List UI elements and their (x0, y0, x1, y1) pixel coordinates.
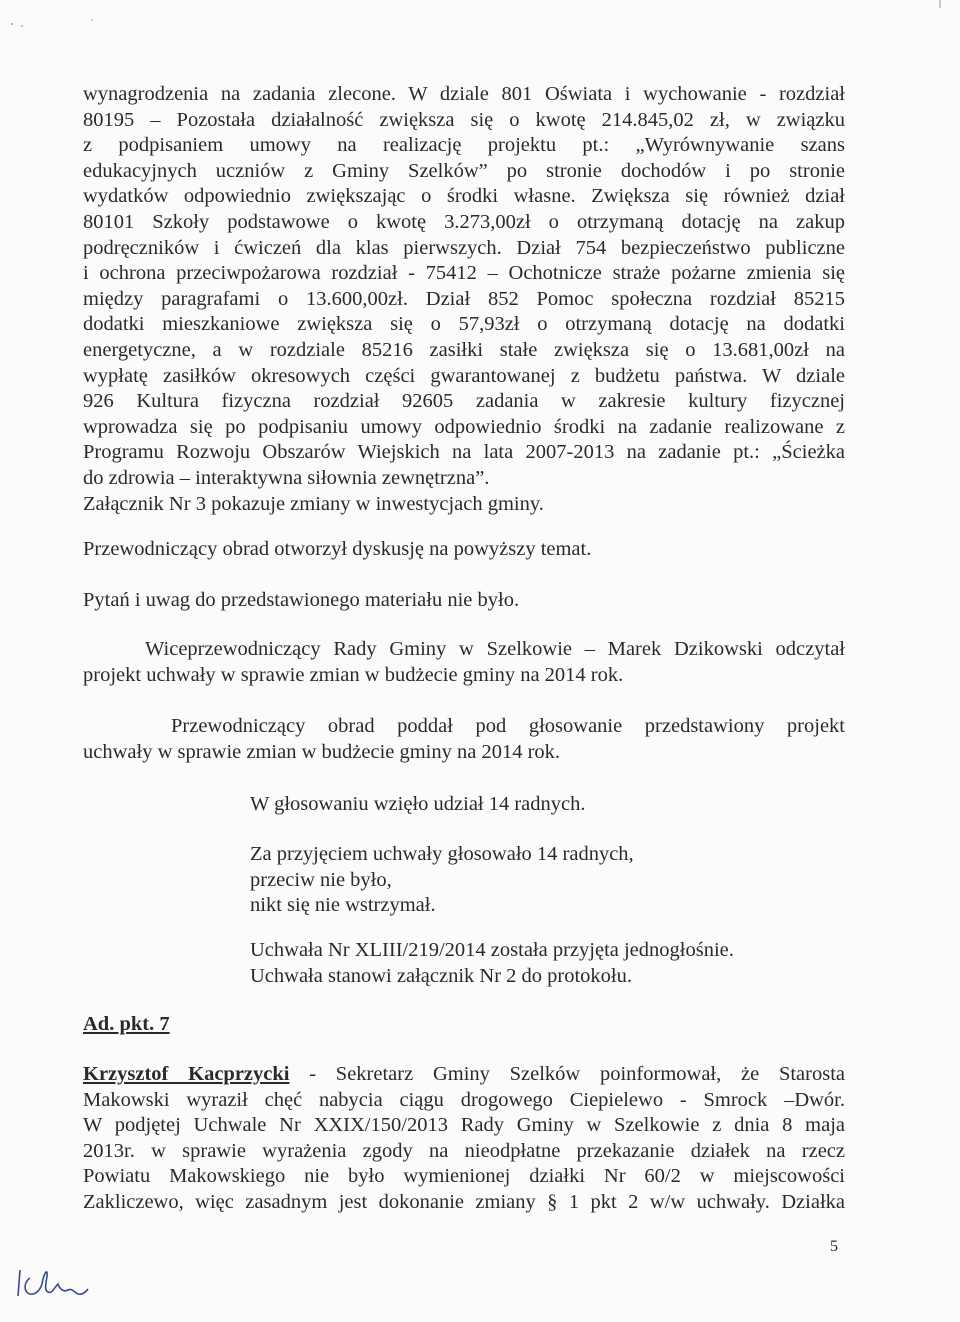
text-line: energetyczne, a w rozdziale 85216 zasiłki stałe zwiększa się o 13.681,00zł na (83, 338, 845, 361)
text-line: Przewodniczący obrad poddał pod głosowanie przedstawiony projekt (171, 715, 845, 737)
text-line: podręczników i ćwiczeń dla klas pierwszych. Dział 754 bezpieczeństwo publiczne (83, 236, 845, 259)
text-line: uchwały w sprawie zmian w budżecie gminy na 2014 rok. (83, 740, 561, 763)
text-line: 926 Kultura fizyczna rozdział 92605 zadania w zakresie kultury fizycznej (83, 390, 845, 413)
resolution-attachment-line: Uchwała stanowi załącznik Nr 2 do protokołu. (250, 964, 632, 987)
speaker-paragraph (83, 1062, 845, 1216)
text-line: 80195 – Pozostała działalność zwiększa się o kwotę 214.845,02 zł, w związku (83, 108, 845, 131)
text-line (83, 1062, 845, 1088)
discussion-line: Przewodniczący obrad otworzył dyskusję na powyższy temat. (83, 538, 592, 560)
text-line: Załącznik Nr 3 pokazuje zmiany w inwestycjach gminy. (83, 492, 544, 515)
text-line: projekt uchwały w sprawie zmian w budżecie gminy na 2014 rok. (83, 663, 624, 686)
text-line: Programu Rozwoju Obszarów Wiejskich na lata 2007-2013 na zadanie pt.: „Ścieżka (83, 441, 845, 464)
text-line: wypłatę zasiłków okresowych części gwarantowanej z budżetu państwa. W dziale (83, 364, 845, 387)
signature-initials (14, 1262, 94, 1302)
text-line: W podjętej Uchwale Nr XXIX/150/2013 Rady Gminy w Szelkowie z dnia 8 maja (83, 1114, 845, 1137)
text-line: Zakliczewo, więc zasadnym jest dokonanie zmiany § 1 pkt 2 w/w uchwały. Działka (83, 1190, 845, 1213)
speaker-text-start: - Sekretarz Gminy Szelków poinformował, że Starosta (289, 1063, 845, 1085)
vote-participants-line: W głosowaniu wzięło udział 14 radnych. (250, 793, 586, 815)
text-line: i ochrona przeciwpożarowa rozdział - 75412 – Ochotnicze straże pożarne zmienia się (83, 262, 845, 285)
text-line: z podpisaniem umowy na realizację projektu pt.: „Wyrównywanie szans (83, 134, 845, 157)
text-line: 2013r. w sprawie wyrażenia zgody na nieodpłatne przekazanie działek na rzecz (83, 1139, 845, 1162)
text-line: do zdrowia – interaktywna siłownia zewnętrzna”. (83, 466, 490, 489)
scan-marks (0, 0, 960, 60)
agenda-item-heading: Ad. pkt. 7 (83, 1013, 170, 1035)
text-line: wydatków odpowiednio zwiększając o środki własne. Zwiększa się również dział (83, 185, 845, 208)
votes-for-line: Za przyjęciem uchwały głosowało 14 radnych, (250, 843, 634, 865)
text-line: 80101 Szkoły podstawowe o kwotę 3.273,00zł o otrzymaną dotację na zakup (83, 210, 845, 233)
text-line: Makowski wyraził chęć nabycia ciągu drogowego Ciepielewo - Smrock –Dwór. (83, 1088, 845, 1111)
text-line: Wiceprzewodniczący Rady Gminy w Szelkowie – Marek Dzikowski odczytał (145, 638, 845, 660)
votes-abstain-line: nikt się nie wstrzymał. (250, 894, 436, 916)
text-line: edukacyjnych uczniów z Gminy Szelków” po stronie dochodów i po stronie (83, 159, 845, 182)
reading-paragraph (83, 637, 845, 688)
vote-intro-paragraph (83, 714, 845, 765)
budget-changes-paragraph (83, 82, 845, 517)
votes-against-line: przeciw nie było, (250, 868, 392, 891)
speaker-name: Krzysztof Kacprzycki (83, 1063, 290, 1085)
text-line: między paragrafami o 13.600,00zł. Dział 852 Pomoc społeczna rozdział 85215 (83, 287, 845, 310)
resolution-adopted-line: Uchwała Nr XLIII/219/2014 została przyjęta jednogłośnie. (250, 939, 734, 961)
text-line: wprowadza się po podpisaniu umowy odpowiednio środki na zadanie realizowane z (83, 415, 845, 438)
vote-results (250, 842, 634, 919)
text-line: Powiatu Makowskiego nie było wymienionej działki Nr 60/2 w miejscowości (83, 1165, 845, 1188)
no-questions-line: Pytań i uwag do przedstawionego materiału nie było. (83, 589, 520, 611)
text-line: dodatki mieszkaniowe zwiększa się o 57,93zł o otrzymaną dotację na dodatki (83, 313, 845, 336)
resolution-block (250, 938, 734, 989)
text-line: wynagrodzenia na zadania zlecone. W dziale 801 Oświata i wychowanie - rozdział (83, 83, 845, 105)
page-number: 5 (830, 1238, 838, 1255)
